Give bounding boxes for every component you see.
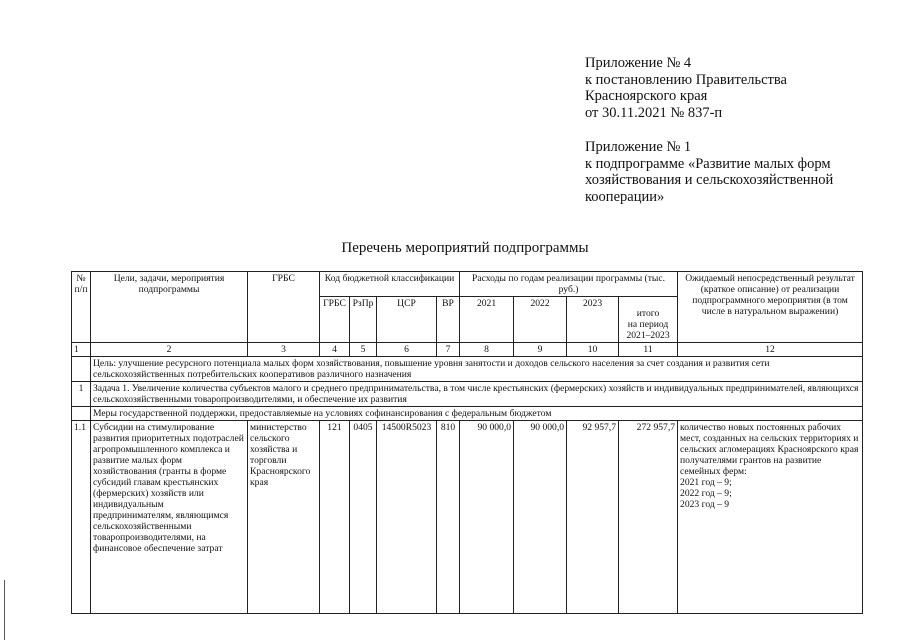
header-goals: Цели, задачи, мероприятия подпрограммы [91,272,248,343]
header-grbs: ГРБС [248,272,320,343]
document-title: Перечень мероприятий подпрограммы [341,240,589,256]
appendix-1-line-4: кооперации» [585,188,665,205]
measure-total: 272 957,7 [619,421,678,614]
col-number: 4 [320,343,350,357]
task-num: 1 [72,382,91,407]
col-number: 12 [678,343,863,357]
header-year-2021: 2021 [460,297,514,343]
col-number: 6 [377,343,437,357]
col-number: 3 [248,343,320,357]
measure-grbs-name: министерство сельского хозяйства и торговли Красноярского края [248,421,320,614]
measure-code-grbs: 121 [320,421,350,614]
col-number: 10 [567,343,619,357]
appendix-4-line-3: Красноярского края [585,88,708,104]
appendix-1-line-1: Приложение № 1 [585,139,692,155]
col-number: 11 [619,343,678,357]
appendix-1-line-3: хозяйствования и сельскохозяйственной [585,172,834,188]
col-number: 2 [91,343,248,357]
header-year-2022: 2022 [514,297,567,343]
col-number: 7 [437,343,460,357]
appendix-4-line-1: Приложение № 4 [585,55,692,71]
measure-2022: 90 000,0 [514,421,567,614]
measure-name: Субсидии на стимулирование развития приоритетных подотраслей агропромышленного комплекса и развитие малых форм хозяйствования (гранты в форме субсидий главам крестьянских (фермерских) хозяйств или индивидуальным предпринимателям, являющимся сельскохозяйственными товаропроизводителями, на финансовое обеспечение затрат [91,421,248,614]
header-code-grbs: ГРБС [320,297,350,343]
measure-2023: 92 957,7 [567,421,619,614]
header-result: Ожидаемый непосредственный результат (краткое описание) от реализации подпрограммного мероприятия (в том числе в натуральном выражении) [678,272,863,343]
task-row [72,382,863,407]
task-text: Задача 1. Увеличение количества субъектов малого и среднего предпринимательства, в том числе крестьянских (фермерских) хозяйств и индивидуальных предпринимателей, являющихся сельскохозяйственными товаропроизводителями, и обеспечение их развития [91,382,863,407]
col-number: 5 [350,343,377,357]
support-row [72,407,863,421]
header-code-rzpr: РзПр [350,297,377,343]
header-code-vr: ВР [437,297,460,343]
appendix-4-line-2: к постановлению Правительства [585,71,787,88]
support-text: Меры государственной поддержки, предоставляемые на условиях софинансирования с федеральным бюджетом [91,407,863,421]
col-number: 8 [460,343,514,357]
measure-2021: 90 000,0 [460,421,514,614]
header-row-1 [72,272,863,297]
appendix-4-line-4: от 30.11.2021 № 837-п [585,104,723,121]
goal-row [72,357,863,382]
measure-result: количество новых постоянных рабочих мест, созданных на сельских территориях и сельских агломерациях Красноярского края получателями грантов на развитие семейных ферм: 2021 год – 9; 2022 год – 9; 2023 год – 9 [678,421,863,614]
measure-code-vr: 810 [437,421,460,614]
header-expenses: Расходы по годам реализации программы (тыс. руб.) [460,272,678,297]
col-number: 1 [72,343,91,357]
appendix-1-line-2: к подпрограмме «Развитие малых форм [585,155,831,172]
measure-num: 1.1 [72,421,91,614]
page-edge-mark [4,580,5,640]
header-budget-code: Код бюджетной классификации [320,272,460,297]
measure-row [72,421,863,614]
header-block [585,55,885,205]
header-total: итого на период 2021–2023 [619,297,678,343]
goal-text: Цель: улучшение ресурсного потенциала малых форм хозяйствования, повышение уровня занятости и доходов сельского населения за счет создания и развития сети сельскохозяйственных потребительских кооперативов различного назначения [91,357,863,382]
header-code-csr: ЦСР [377,297,437,343]
measure-code-csr: 14500R5023 [377,421,437,614]
column-numbers-row [72,343,863,357]
header-num: № п/п [72,272,91,343]
measure-code-rzpr: 0405 [350,421,377,614]
measures-table [71,271,863,614]
header-year-2023: 2023 [567,297,619,343]
col-number: 9 [514,343,567,357]
